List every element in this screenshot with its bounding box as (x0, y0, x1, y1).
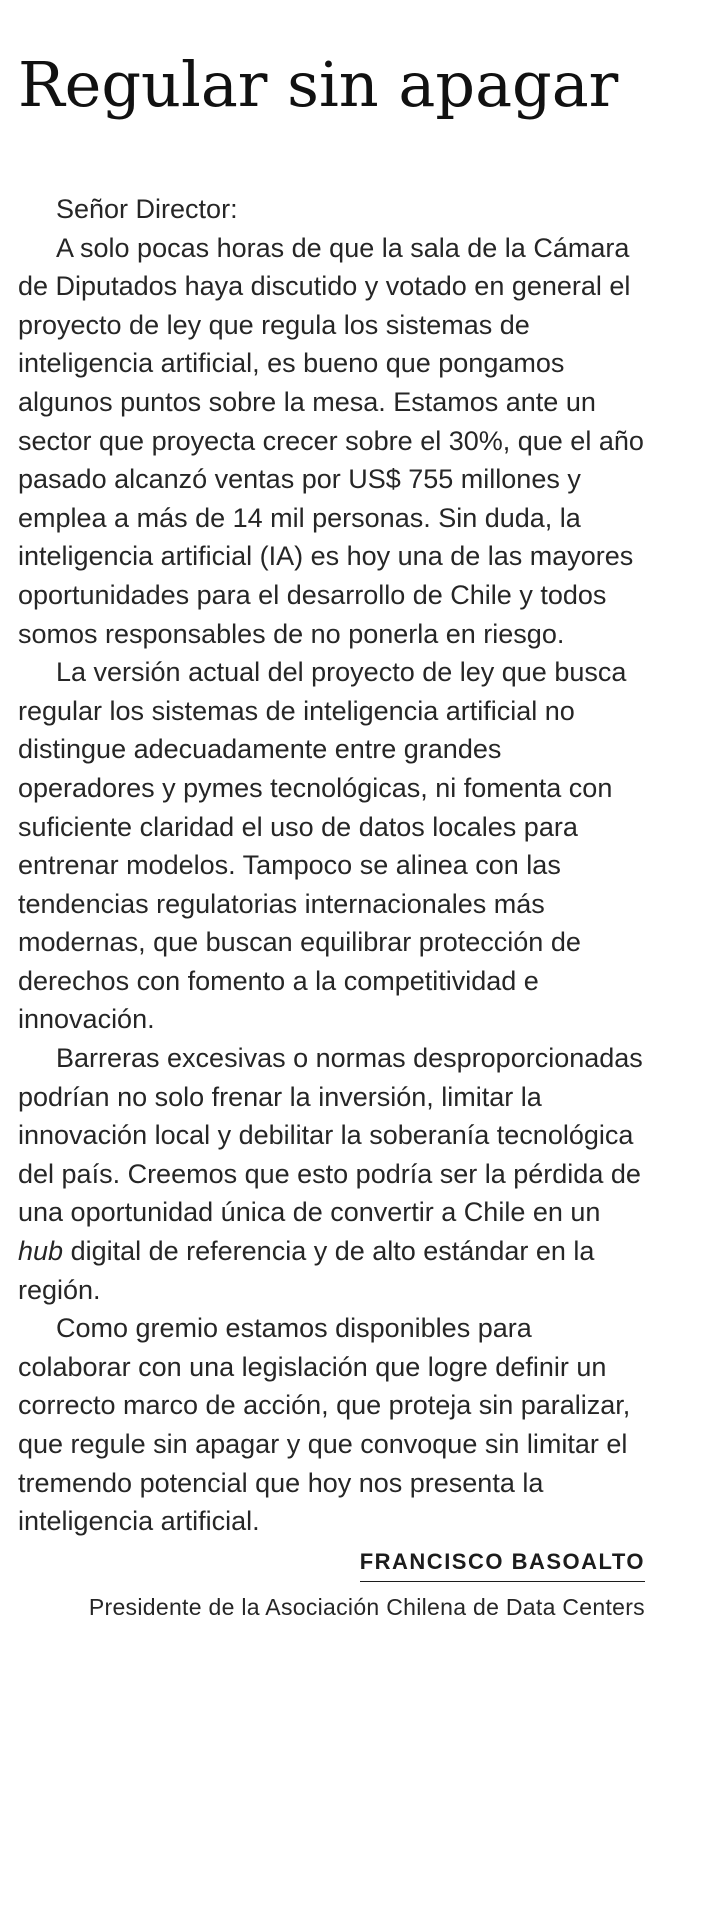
paragraph-1: A solo pocas horas de que la sala de la Cámara de Diputados haya discutido y votado en general el proyecto de ley que regula los sistemas de inteligencia artificial, es bueno que pongamos algunos puntos sobre la mesa. Estamos ante un sector que proyecta crecer sobre el 30%, que el año pasado alcanzó ventas por US$ 755 millones y emplea a más de 14 mil personas. Sin duda, la inteligencia artificial (IA) es hoy una de las mayores oportunidades para el desarrollo de Chile y todos somos responsables de no ponerla en riesgo. (18, 232, 644, 649)
signature (18, 1549, 645, 1582)
paragraph-3-italic-term: hub (18, 1236, 64, 1267)
paragraph-3-text-end: digital de referencia y de alto estándar en la región. (18, 1236, 595, 1305)
paragraph-3 (18, 1039, 645, 1309)
headline: Regular sin apagar (18, 48, 619, 121)
paragraph-3-text-start: Barreras excesivas o normas desproporcionadas podrían no solo frenar la inversión, limitar la innovación local y debilitar la soberanía tecnológica del país. Creemos que esto podría ser la pérdida de una oportunidad única de convertir a Chile en un (18, 1043, 643, 1228)
salutation: Señor Director: (56, 194, 238, 224)
paragraph-4: Como gremio estamos disponibles para colaborar con una legislación que logre definir un correcto marco de acción, que proteja sin paralizar, que regule sin apagar y que convoque sin limitar el tremendo potencial que hoy nos presenta la inteligencia artificial. (18, 1313, 631, 1537)
paragraph-2: La versión actual del proyecto de ley que busca regular los sistemas de inteligencia artificial no distingue adecuadamente entre grandes operadores y pymes tecnológicas, ni fomenta con suficiente claridad el uso de datos locales para entrenar modelos. Tampoco se alinea con las tendencias regulatorias internacionales más modernas, que buscan equilibrar protección de derechos con fomento a la competitividad e innovación. (18, 657, 627, 1035)
letter-body (18, 190, 645, 1541)
author-name: FRANCISCO BASOALTO (360, 1549, 645, 1582)
author-title: Presidente de la Asociación Chilena de Data Centers (88, 1593, 645, 1620)
